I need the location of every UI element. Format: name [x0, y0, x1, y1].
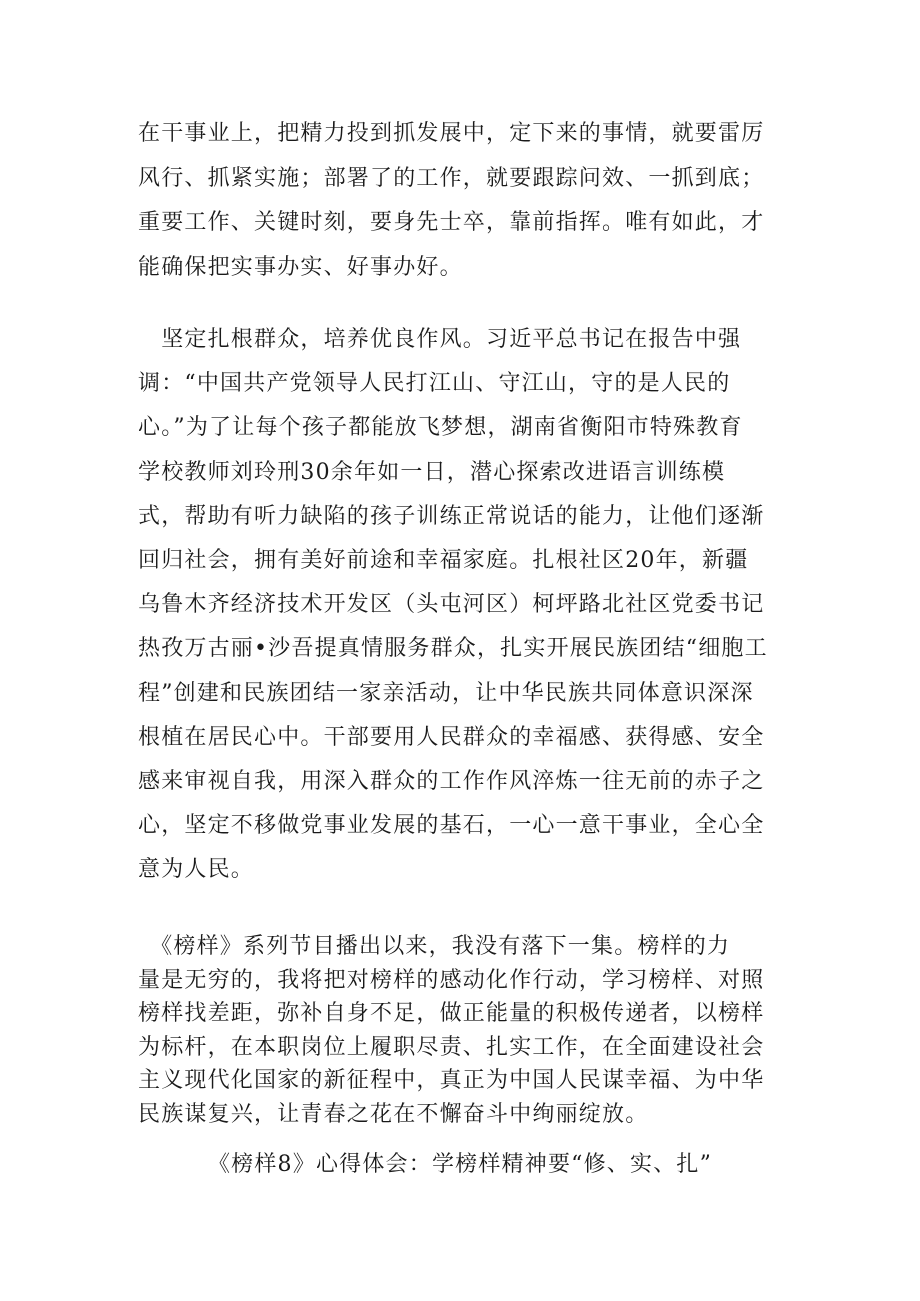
- text-line: 根植在居民心中。干部要用人民群众的幸福感、获得感、安全: [138, 724, 765, 750]
- text-line: 重要工作、关键时刻，要身先士卒，靠前指挥。唯有如此，才: [138, 210, 765, 235]
- text-line: 学校教师刘玲刑30余年如一日，潜心探索改进语言训练模: [138, 459, 726, 485]
- text-line: 量是无穷的，我将把对榜样的感动化作行动，学习榜样、对照: [138, 967, 765, 993]
- section-heading: 《榜样8》心得体会：学榜样精神要“修、实、扎”: [207, 1152, 713, 1177]
- text-line: 坚定扎根群众，培养优良作风。习近平总书记在报告中强: [138, 327, 742, 352]
- text-line: 榜样找差距，弥补自身不足，做正能量的积极传递者，以榜样: [138, 1001, 765, 1026]
- text-line: 心，坚定不移做党事业发展的基石，一心一意干事业，全心全: [138, 813, 765, 839]
- text-line: 调：“中国共产党领导人民打江山、守江山，守的是人民的: [138, 371, 731, 397]
- text-line: 热孜万古丽•沙吾提真情服务群众，扎实开展民族团结“细胞工: [138, 636, 768, 662]
- text-line: 能确保把实事办实、好事办好。: [138, 254, 463, 280]
- text-line: 风行、抓紧实施；部署了的工作，就要跟踪问效、一抓到底；: [138, 165, 765, 191]
- paragraph-role-model: [138, 930, 778, 1131]
- text-line: 主义现代化国家的新征程中，真正为中国人民谋幸福、为中华: [138, 1068, 765, 1093]
- text-line: 民族谋复兴，让青春之花在不懈奋斗中绚丽绽放。: [138, 1101, 649, 1127]
- text-line: 回归社会，拥有美好前途和幸福家庭。扎根社区20年，新疆: [138, 547, 749, 573]
- text-line: 程”创建和民族团结一家亲活动，让中华民族共同体意识深深: [138, 680, 754, 706]
- paragraph-rooted-in-masses: [138, 318, 778, 892]
- text-line: 在干事业上，把精力投到抓发展中，定下来的事情，就要雷厉: [138, 121, 765, 146]
- text-line: 感来审视自我，用深入群众的工作作风淬炼一往无前的赤子之: [138, 768, 765, 794]
- text-line: 意为人民。: [138, 857, 255, 883]
- text-line: 《榜样》系列节目播出以来，我没有落下一集。榜样的力: [138, 934, 731, 959]
- text-line: 式，帮助有听力缺陷的孩子训练正常说话的能力，让他们逐渐: [138, 503, 765, 529]
- paragraph-dedication: [138, 112, 778, 290]
- text-line: 乌鲁木齐经济技术开发区（头屯河区）柯坪路北社区党委书记: [138, 592, 765, 618]
- text-line: 为标杆，在本职岗位上履职尽责、扎实工作，在全面建设社会: [138, 1034, 765, 1060]
- text-line: 心。”为了让每个孩子都能放飞梦想，湖南省衡阳市特殊教育: [138, 415, 743, 441]
